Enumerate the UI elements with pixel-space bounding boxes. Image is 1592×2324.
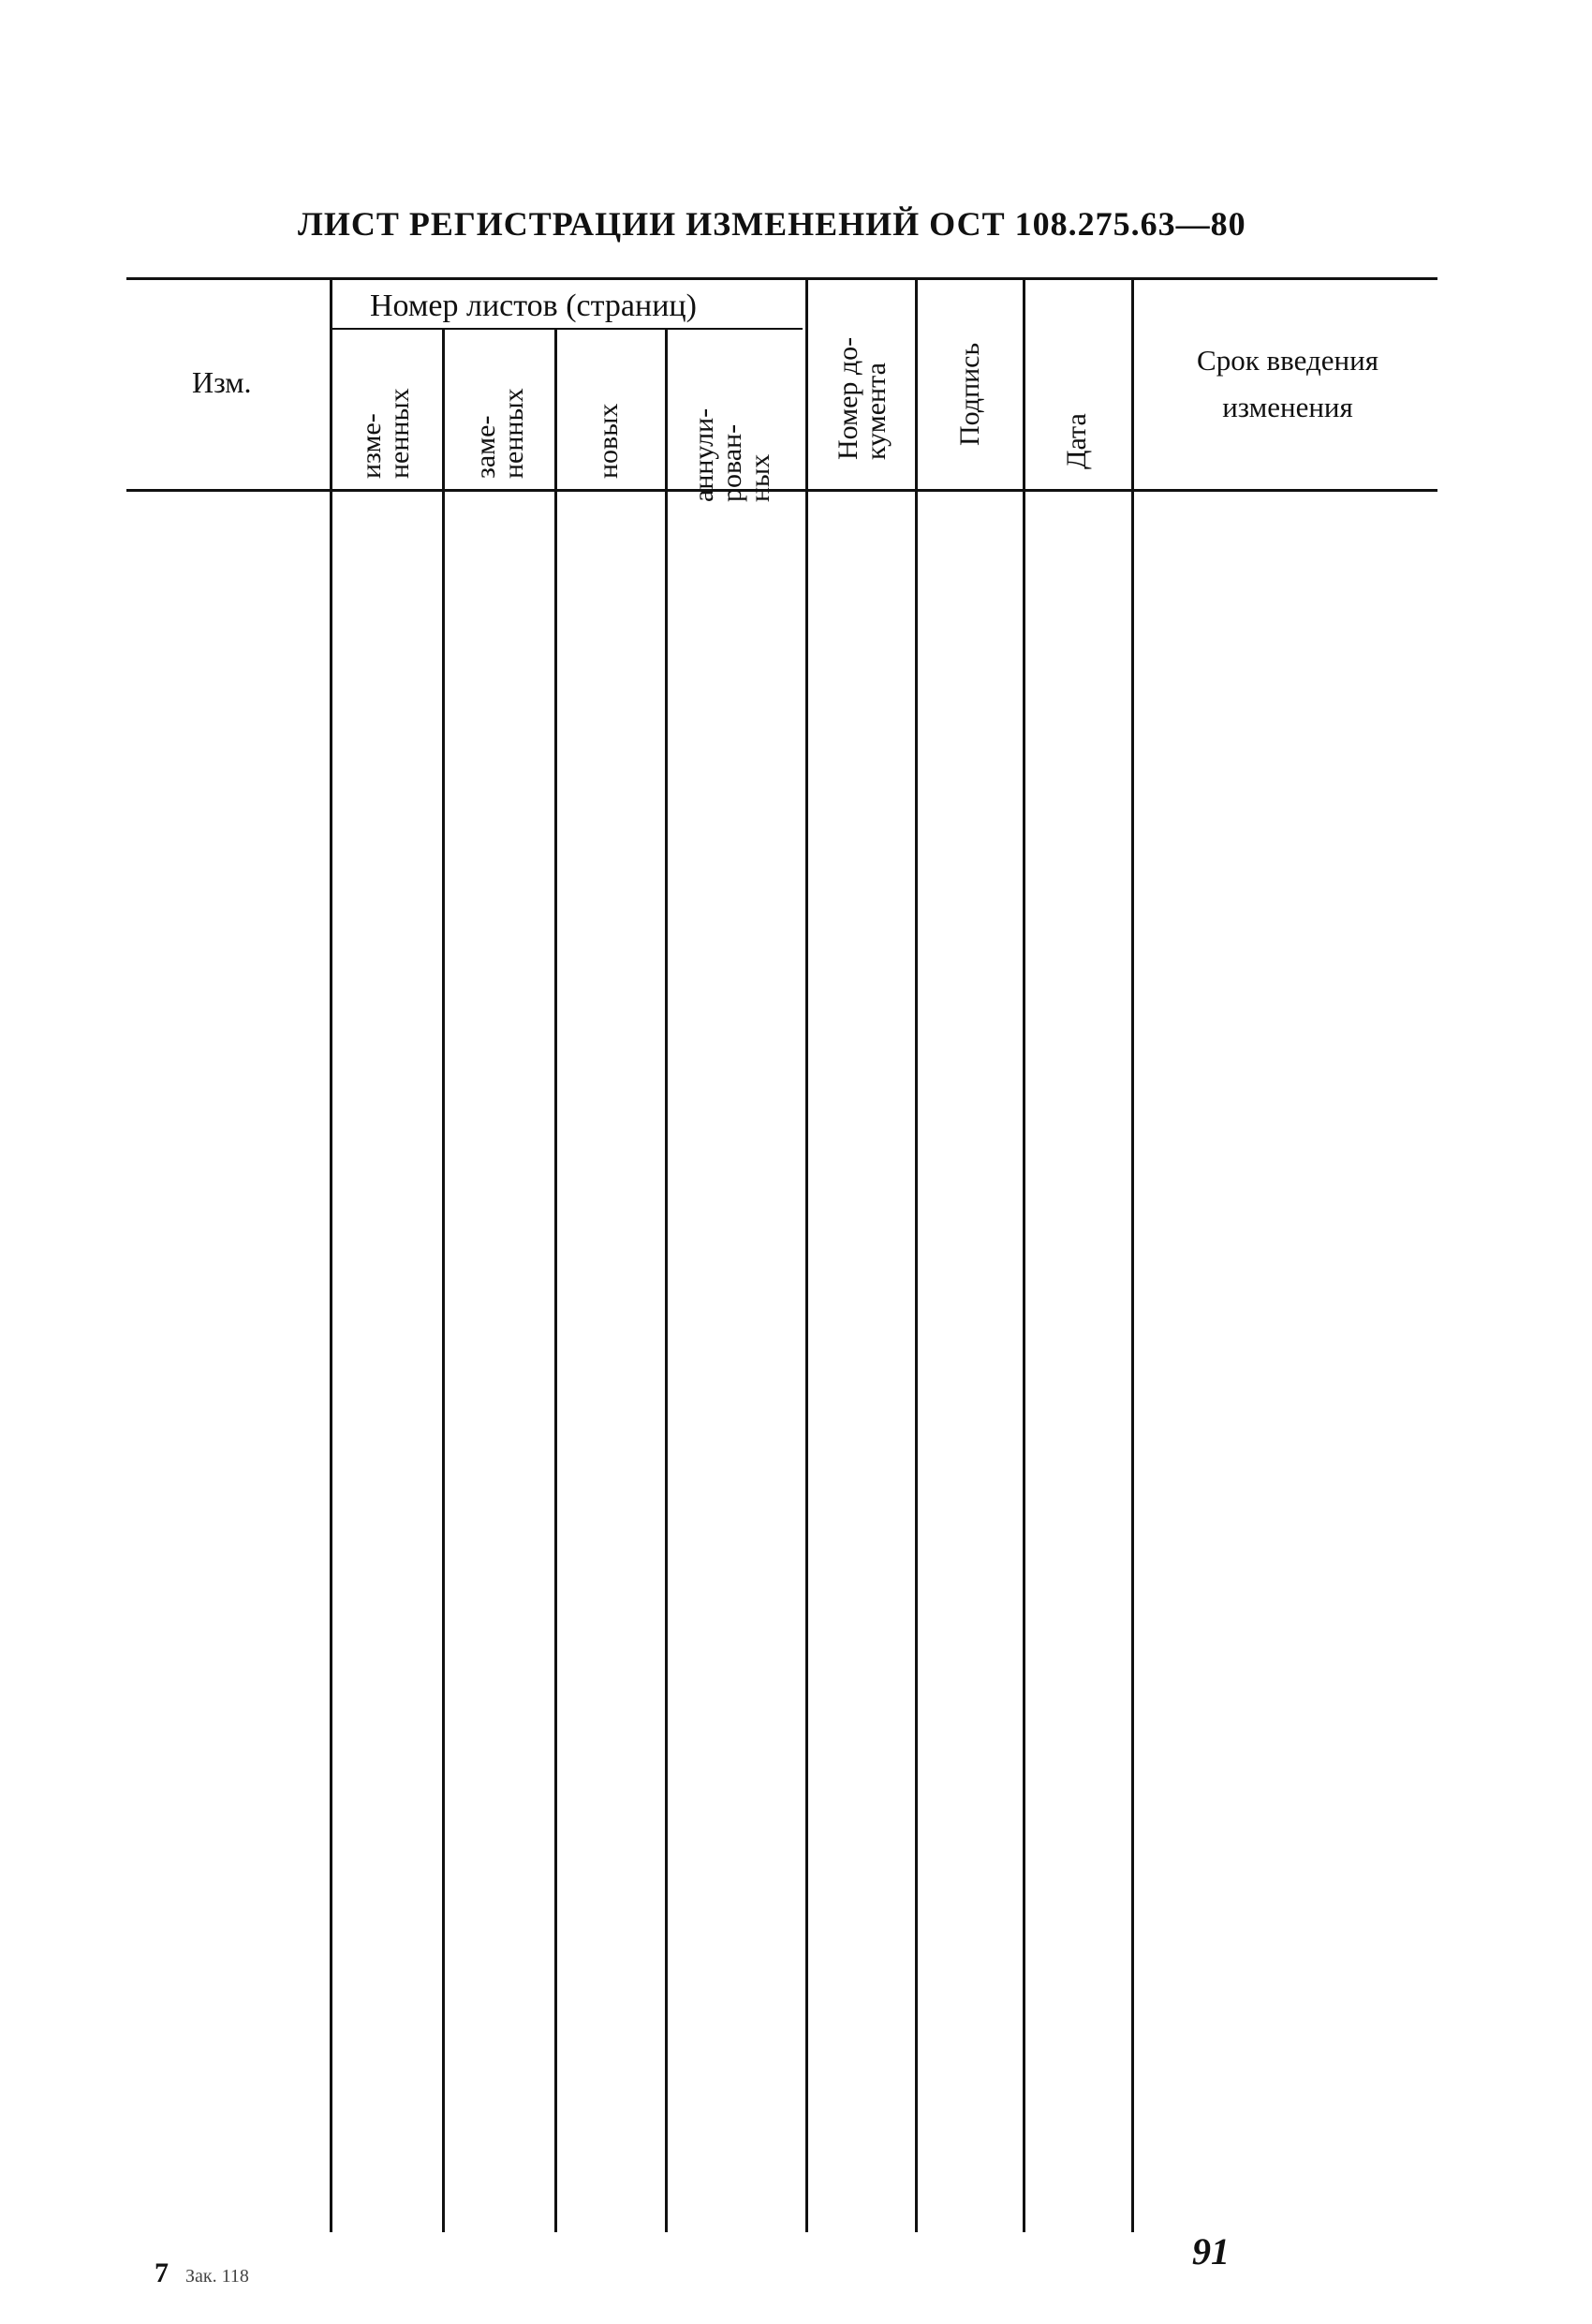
column-header-signature-line1: Подпись	[954, 342, 985, 446]
page-number: 91	[1192, 2230, 1230, 2272]
column-header-replaced	[472, 366, 528, 479]
footer-order-text: Зак. 118	[185, 2266, 249, 2287]
header-bottom-rule	[126, 489, 1437, 492]
footer-print-info	[155, 2257, 249, 2289]
column-header-replaced-line2: ненных	[498, 388, 529, 479]
column-divider	[442, 330, 445, 2232]
column-header-changed-line2: ненных	[384, 388, 415, 479]
column-header-deadline-line1: Срок введения	[1197, 344, 1378, 377]
column-header-doc-number	[834, 301, 891, 460]
column-header-annulled-line1: аннули-	[688, 407, 719, 502]
column-header-date	[1063, 376, 1091, 469]
column-header-new-line1: новых	[593, 403, 624, 479]
column-header-new	[595, 366, 623, 479]
column-header-annulled-line2: рован-	[716, 423, 747, 502]
column-divider	[665, 330, 668, 2232]
column-divider	[554, 330, 557, 2232]
column-header-deadline	[1147, 337, 1428, 431]
column-divider	[805, 279, 808, 2232]
column-header-replaced-line1: заме-	[470, 415, 501, 479]
page-title: ЛИСТ РЕГИСТРАЦИИ ИЗМЕНЕНИЙ ОСТ 108.275.63—80	[298, 205, 1246, 243]
column-divider	[915, 279, 918, 2232]
column-header-annulled-line3: ных	[744, 453, 775, 502]
column-divider	[1023, 279, 1025, 2232]
column-header-doc-number-line2: кумента	[861, 363, 892, 460]
column-header-changed-line1: изме-	[356, 413, 387, 479]
column-header-signature	[956, 315, 984, 446]
footer-number: 7	[155, 2257, 169, 2288]
table-top-rule	[126, 277, 1437, 280]
group-header-sheet-numbers: Номер листов (страниц)	[370, 289, 697, 323]
column-header-izm: Изм.	[192, 365, 252, 399]
group-header-rule	[330, 328, 803, 330]
column-divider	[1131, 279, 1134, 2232]
column-header-deadline-line2: изменения	[1222, 391, 1353, 423]
column-header-changed	[358, 366, 414, 479]
column-header-doc-number-line1: Номер до-	[833, 336, 863, 460]
column-divider	[330, 279, 332, 2232]
column-header-annulled	[690, 343, 774, 502]
column-header-date-line1: Дата	[1061, 413, 1092, 469]
